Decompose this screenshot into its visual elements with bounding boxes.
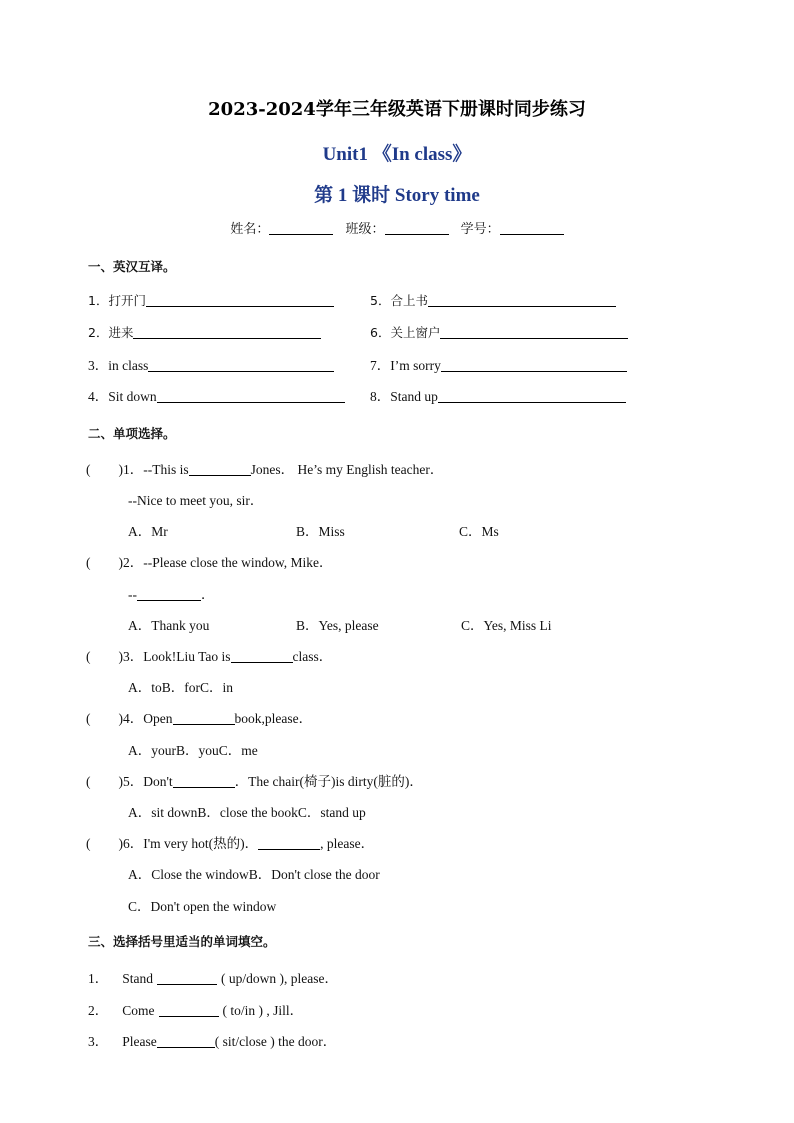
answer-blank[interactable] bbox=[173, 712, 235, 725]
lesson-title: 第 1 课时 Story time bbox=[314, 185, 480, 206]
unit-title: Unit1 《In class》 bbox=[322, 144, 472, 165]
question-2-dialogue: -- ． bbox=[128, 587, 215, 602]
number-field[interactable] bbox=[461, 222, 564, 237]
option-c[interactable]: C．Ms bbox=[459, 524, 499, 539]
translation-item: 2．进来 bbox=[88, 323, 321, 341]
section2-heading: 二、单项选择。 bbox=[88, 426, 176, 441]
answer-blank[interactable] bbox=[137, 588, 201, 601]
fill-item: 2． Come ( to/in ) , Jill． bbox=[88, 1003, 304, 1018]
name-field[interactable] bbox=[230, 222, 333, 237]
fill-item: 1． Stand ( up/down ), please． bbox=[88, 971, 338, 986]
name-label: 姓名： bbox=[230, 222, 270, 237]
question-2: ( )2．--Please close the window, Mike． bbox=[86, 555, 333, 570]
answer-blank[interactable] bbox=[159, 1004, 219, 1017]
number-label: 学号： bbox=[460, 222, 500, 237]
answer-blank[interactable] bbox=[157, 1035, 215, 1048]
class-blank[interactable] bbox=[385, 222, 449, 235]
question-1-dialogue: --Nice to meet you, sir． bbox=[128, 493, 264, 508]
question-5-options[interactable]: A．sit downB．close the bookC．stand up bbox=[128, 805, 366, 820]
answer-blank[interactable] bbox=[148, 359, 334, 372]
answer-paren[interactable]: ( bbox=[86, 711, 91, 726]
answer-paren[interactable]: ( bbox=[86, 462, 91, 477]
question-6-options[interactable]: A．Close the windowB．Don't close the door bbox=[128, 867, 380, 882]
question-1: ( )1．--This is Jones． He’s my English teacher． bbox=[86, 462, 444, 477]
option-a[interactable]: A．Thank you bbox=[128, 618, 210, 633]
translation-item: 6．关上窗户 bbox=[370, 323, 628, 341]
fill-item: 3． Please ( sit/close ) the door． bbox=[88, 1034, 337, 1049]
answer-blank[interactable] bbox=[258, 837, 320, 850]
question-6: ( )6．I'm very hot(热的)． , please． bbox=[86, 836, 375, 851]
translation-item: 8．Stand up bbox=[370, 385, 626, 405]
translation-item: 3．in class bbox=[88, 354, 334, 374]
answer-paren[interactable]: ( bbox=[86, 774, 91, 789]
answer-blank[interactable] bbox=[157, 390, 345, 403]
answer-blank[interactable] bbox=[438, 390, 626, 403]
option-a[interactable]: A．Mr bbox=[128, 524, 168, 539]
student-info-row bbox=[0, 218, 794, 237]
answer-blank[interactable] bbox=[441, 359, 627, 372]
answer-paren[interactable]: ( bbox=[86, 836, 91, 851]
translation-item: 5．合上书 bbox=[370, 291, 616, 309]
answer-paren[interactable]: ( bbox=[86, 649, 91, 664]
answer-blank[interactable] bbox=[173, 775, 235, 788]
question-6-option-c[interactable]: C．Don't open the window bbox=[128, 899, 277, 914]
question-4: ( )4．Open book,please． bbox=[86, 711, 313, 726]
number-blank[interactable] bbox=[500, 222, 564, 235]
worksheet-title: 2023-2024学年三年级英语下册课时同步练习 bbox=[208, 99, 586, 120]
answer-blank[interactable] bbox=[189, 463, 251, 476]
question-4-options[interactable]: A．yourB．youC．me bbox=[128, 743, 258, 758]
class-field[interactable] bbox=[345, 222, 448, 237]
translation-item: 7．I’m sorry bbox=[370, 354, 627, 374]
question-3: ( )3．Look!Liu Tao is class． bbox=[86, 649, 333, 664]
option-b[interactable]: B．Yes, please bbox=[296, 618, 379, 633]
translation-item: 4．Sit down bbox=[88, 385, 345, 405]
option-b[interactable]: B．Miss bbox=[296, 524, 345, 539]
question-3-options[interactable]: A．toB．forC．in bbox=[128, 680, 234, 695]
answer-blank[interactable] bbox=[146, 294, 334, 307]
answer-blank[interactable] bbox=[428, 294, 616, 307]
answer-blank[interactable] bbox=[231, 650, 293, 663]
option-c[interactable]: C．Yes, Miss Li bbox=[461, 618, 552, 633]
section1-heading: 一、英汉互译。 bbox=[88, 259, 176, 274]
answer-blank[interactable] bbox=[440, 326, 628, 339]
class-label: 班级： bbox=[345, 222, 385, 237]
section3-heading: 三、选择括号里适当的单词填空。 bbox=[88, 934, 276, 949]
answer-paren[interactable]: ( bbox=[86, 555, 91, 570]
translation-item: 1．打开门 bbox=[88, 291, 334, 309]
answer-blank[interactable] bbox=[133, 326, 321, 339]
question-5: ( )5．Don't ．The chair(椅子)is dirty(脏的)． bbox=[86, 774, 423, 789]
name-blank[interactable] bbox=[269, 222, 333, 235]
answer-blank[interactable] bbox=[157, 972, 217, 985]
